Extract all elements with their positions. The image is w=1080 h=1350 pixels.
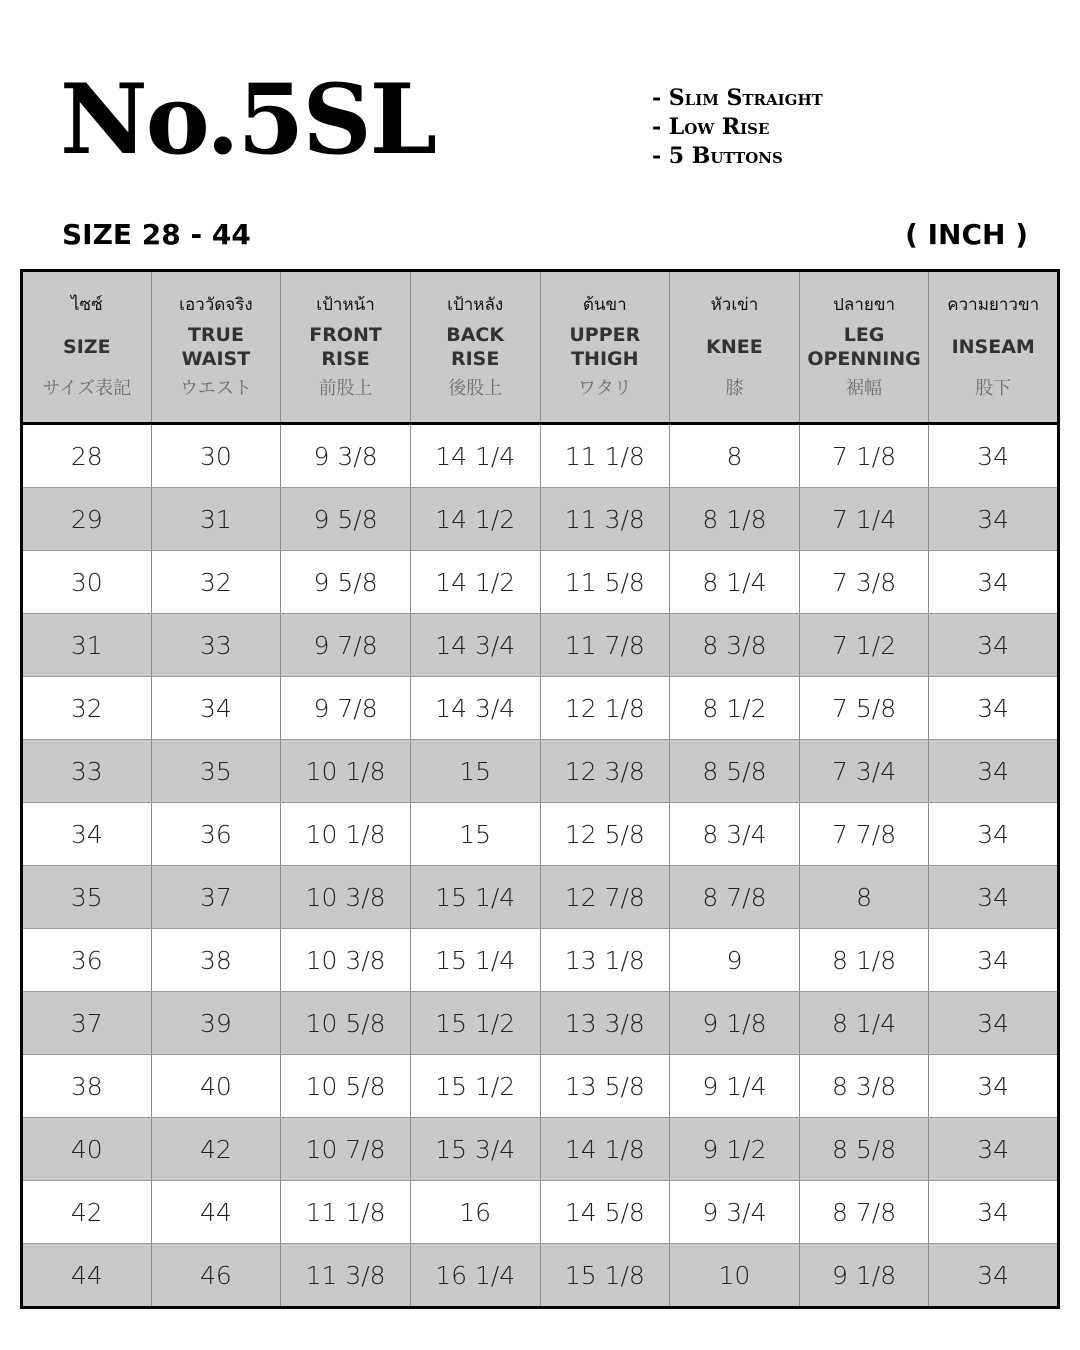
table-cell: 8 1/4 bbox=[799, 992, 929, 1055]
feature-list bbox=[652, 84, 823, 171]
table-cell: 37 bbox=[151, 866, 281, 929]
column-header-english: TRUE WAIST bbox=[181, 324, 251, 370]
table-cell: 15 1/2 bbox=[410, 992, 540, 1055]
table-cell: 34 bbox=[929, 929, 1059, 992]
column-header bbox=[22, 271, 152, 424]
table-cell: 34 bbox=[929, 1181, 1059, 1244]
column-header bbox=[410, 271, 540, 424]
table-cell: 13 5/8 bbox=[540, 1055, 670, 1118]
column-header-english: INSEAM bbox=[951, 336, 1035, 358]
table-cell: 34 bbox=[929, 992, 1059, 1055]
table-cell: 9 5/8 bbox=[281, 488, 411, 551]
table-cell: 34 bbox=[929, 551, 1059, 614]
table-cell: 34 bbox=[929, 677, 1059, 740]
table-cell: 33 bbox=[151, 614, 281, 677]
column-header-japanese: サイズ表記 bbox=[42, 378, 132, 399]
table-cell: 8 5/8 bbox=[799, 1118, 929, 1181]
column-header-japanese: 前股上 bbox=[318, 378, 373, 399]
table-cell: 36 bbox=[151, 803, 281, 866]
table-cell: 13 3/8 bbox=[540, 992, 670, 1055]
table-cell: 14 1/4 bbox=[410, 424, 540, 488]
table-cell: 7 1/8 bbox=[799, 424, 929, 488]
table-cell: 34 bbox=[929, 1244, 1059, 1308]
table-cell: 34 bbox=[929, 424, 1059, 488]
column-header bbox=[281, 271, 411, 424]
table-cell: 7 7/8 bbox=[799, 803, 929, 866]
column-header bbox=[540, 271, 670, 424]
column-header-thai: หัวเข่า bbox=[710, 295, 759, 315]
table-cell: 42 bbox=[151, 1118, 281, 1181]
table-cell: 8 5/8 bbox=[670, 740, 800, 803]
table-cell: 14 1/2 bbox=[410, 488, 540, 551]
table-body bbox=[22, 424, 1059, 1308]
table-cell: 15 3/4 bbox=[410, 1118, 540, 1181]
table-row bbox=[22, 1244, 1059, 1308]
table-cell: 33 bbox=[22, 740, 152, 803]
table-cell: 11 7/8 bbox=[540, 614, 670, 677]
column-header-japanese: ウエスト bbox=[179, 378, 252, 399]
table-row bbox=[22, 424, 1059, 488]
table-cell: 40 bbox=[151, 1055, 281, 1118]
table-cell: 38 bbox=[22, 1055, 152, 1118]
table-cell: 44 bbox=[151, 1181, 281, 1244]
table-cell: 12 3/8 bbox=[540, 740, 670, 803]
table-cell: 31 bbox=[151, 488, 281, 551]
table-cell: 39 bbox=[151, 992, 281, 1055]
table-cell: 8 bbox=[799, 866, 929, 929]
table-cell: 7 1/4 bbox=[799, 488, 929, 551]
table-cell: 14 1/8 bbox=[540, 1118, 670, 1181]
table-cell: 7 3/4 bbox=[799, 740, 929, 803]
size-range-label: SIZE 28 - 44 bbox=[62, 218, 251, 251]
table-cell: 14 5/8 bbox=[540, 1181, 670, 1244]
unit-label: ( INCH ) bbox=[905, 218, 1028, 251]
table-cell: 36 bbox=[22, 929, 152, 992]
table-row bbox=[22, 1055, 1059, 1118]
table-cell: 8 7/8 bbox=[799, 1181, 929, 1244]
table-cell: 44 bbox=[22, 1244, 152, 1308]
table-cell: 11 1/8 bbox=[540, 424, 670, 488]
column-header bbox=[799, 271, 929, 424]
table-cell: 32 bbox=[22, 677, 152, 740]
feature-item: - 5 Buttons bbox=[652, 143, 783, 169]
table-cell: 34 bbox=[22, 803, 152, 866]
table-cell: 7 5/8 bbox=[799, 677, 929, 740]
column-header-english: FRONT RISE bbox=[309, 324, 382, 370]
table-row bbox=[22, 929, 1059, 992]
table-cell: 11 1/8 bbox=[281, 1181, 411, 1244]
table-cell: 34 bbox=[929, 1118, 1059, 1181]
table-cell: 7 1/2 bbox=[799, 614, 929, 677]
table-cell: 16 1/4 bbox=[410, 1244, 540, 1308]
table-row bbox=[22, 740, 1059, 803]
table-cell: 34 bbox=[929, 740, 1059, 803]
table-cell: 15 1/2 bbox=[410, 1055, 540, 1118]
column-header-japanese: 股下 bbox=[975, 378, 1012, 399]
table-cell: 9 7/8 bbox=[281, 614, 411, 677]
table-row bbox=[22, 1181, 1059, 1244]
column-header-thai: ความยาวขา bbox=[947, 295, 1040, 315]
column-header-japanese: ワタリ bbox=[577, 378, 632, 399]
table-cell: 11 3/8 bbox=[540, 488, 670, 551]
table-cell: 10 1/8 bbox=[281, 740, 411, 803]
column-header-thai: เป้าหลัง bbox=[447, 295, 504, 315]
table-cell: 12 5/8 bbox=[540, 803, 670, 866]
table-row bbox=[22, 866, 1059, 929]
table-cell: 30 bbox=[22, 551, 152, 614]
table-cell: 35 bbox=[151, 740, 281, 803]
table-cell: 8 1/8 bbox=[670, 488, 800, 551]
table-cell: 15 bbox=[410, 740, 540, 803]
table-row bbox=[22, 1118, 1059, 1181]
column-header-japanese: 後股上 bbox=[448, 378, 503, 399]
table-cell: 10 bbox=[670, 1244, 800, 1308]
table-cell: 40 bbox=[22, 1118, 152, 1181]
table-cell: 9 bbox=[670, 929, 800, 992]
table-cell: 8 bbox=[670, 424, 800, 488]
table-cell: 11 5/8 bbox=[540, 551, 670, 614]
table-cell: 12 7/8 bbox=[540, 866, 670, 929]
table-cell: 8 1/4 bbox=[670, 551, 800, 614]
column-header-english: SIZE bbox=[63, 336, 111, 358]
table-cell: 12 1/8 bbox=[540, 677, 670, 740]
column-header-thai: ปลายขา bbox=[833, 295, 895, 315]
table-cell: 9 5/8 bbox=[281, 551, 411, 614]
table-cell: 9 1/2 bbox=[670, 1118, 800, 1181]
table-cell: 9 7/8 bbox=[281, 677, 411, 740]
table-cell: 8 3/8 bbox=[670, 614, 800, 677]
table-cell: 10 3/8 bbox=[281, 866, 411, 929]
feature-item: - Slim Straight bbox=[652, 85, 823, 111]
size-chart-table bbox=[20, 269, 1060, 1309]
table-cell: 35 bbox=[22, 866, 152, 929]
table-cell: 10 5/8 bbox=[281, 992, 411, 1055]
table-cell: 8 3/4 bbox=[670, 803, 800, 866]
table-cell: 9 1/8 bbox=[670, 992, 800, 1055]
table-cell: 34 bbox=[929, 803, 1059, 866]
table-cell: 14 3/4 bbox=[410, 677, 540, 740]
column-header-thai: เป้าหน้า bbox=[316, 295, 375, 315]
column-header-thai: ไซซ์ bbox=[70, 295, 103, 315]
table-cell: 29 bbox=[22, 488, 152, 551]
table-cell: 9 3/4 bbox=[670, 1181, 800, 1244]
table-cell: 37 bbox=[22, 992, 152, 1055]
table-row bbox=[22, 614, 1059, 677]
table-cell: 13 1/8 bbox=[540, 929, 670, 992]
column-header-thai: เอววัดจริง bbox=[179, 295, 253, 315]
table-cell: 10 7/8 bbox=[281, 1118, 411, 1181]
table-cell: 42 bbox=[22, 1181, 152, 1244]
column-header-thai: ต้นขา bbox=[582, 295, 627, 315]
column-header-japanese: 裾幅 bbox=[846, 378, 883, 399]
column-header bbox=[929, 271, 1059, 424]
column-header-japanese: 膝 bbox=[725, 378, 744, 399]
table-cell: 8 1/8 bbox=[799, 929, 929, 992]
table-row bbox=[22, 992, 1059, 1055]
column-header-english: LEG OPENNING bbox=[807, 324, 921, 370]
table-cell: 28 bbox=[22, 424, 152, 488]
table-header-row bbox=[22, 271, 1059, 424]
table-cell: 9 1/4 bbox=[670, 1055, 800, 1118]
table-cell: 34 bbox=[929, 1055, 1059, 1118]
table-cell: 15 1/4 bbox=[410, 866, 540, 929]
table-cell: 34 bbox=[929, 488, 1059, 551]
table-cell: 8 7/8 bbox=[670, 866, 800, 929]
table-row bbox=[22, 803, 1059, 866]
table-cell: 14 1/2 bbox=[410, 551, 540, 614]
table-cell: 34 bbox=[929, 866, 1059, 929]
table-cell: 32 bbox=[151, 551, 281, 614]
model-title: No.5SL bbox=[60, 63, 436, 176]
table-cell: 14 3/4 bbox=[410, 614, 540, 677]
table-cell: 7 3/8 bbox=[799, 551, 929, 614]
table-cell: 15 1/8 bbox=[540, 1244, 670, 1308]
table-cell: 10 5/8 bbox=[281, 1055, 411, 1118]
table-cell: 8 1/2 bbox=[670, 677, 800, 740]
table-row bbox=[22, 488, 1059, 551]
table-row bbox=[22, 677, 1059, 740]
table-cell: 8 3/8 bbox=[799, 1055, 929, 1118]
table-cell: 34 bbox=[151, 677, 281, 740]
table-cell: 34 bbox=[929, 614, 1059, 677]
table-cell: 30 bbox=[151, 424, 281, 488]
column-header-english: BACK RISE bbox=[446, 324, 505, 370]
table-cell: 10 3/8 bbox=[281, 929, 411, 992]
table-cell: 9 3/8 bbox=[281, 424, 411, 488]
table-cell: 16 bbox=[410, 1181, 540, 1244]
column-header bbox=[670, 271, 800, 424]
table-cell: 9 1/8 bbox=[799, 1244, 929, 1308]
table-cell: 15 1/4 bbox=[410, 929, 540, 992]
column-header bbox=[151, 271, 281, 424]
table-cell: 38 bbox=[151, 929, 281, 992]
table-cell: 46 bbox=[151, 1244, 281, 1308]
table-cell: 11 3/8 bbox=[281, 1244, 411, 1308]
table-cell: 31 bbox=[22, 614, 152, 677]
feature-item: - Low Rise bbox=[652, 114, 770, 140]
table-row bbox=[22, 551, 1059, 614]
column-header-english: UPPER THIGH bbox=[569, 324, 641, 370]
column-header-english: KNEE bbox=[706, 336, 763, 358]
table-cell: 15 bbox=[410, 803, 540, 866]
table-cell: 10 1/8 bbox=[281, 803, 411, 866]
